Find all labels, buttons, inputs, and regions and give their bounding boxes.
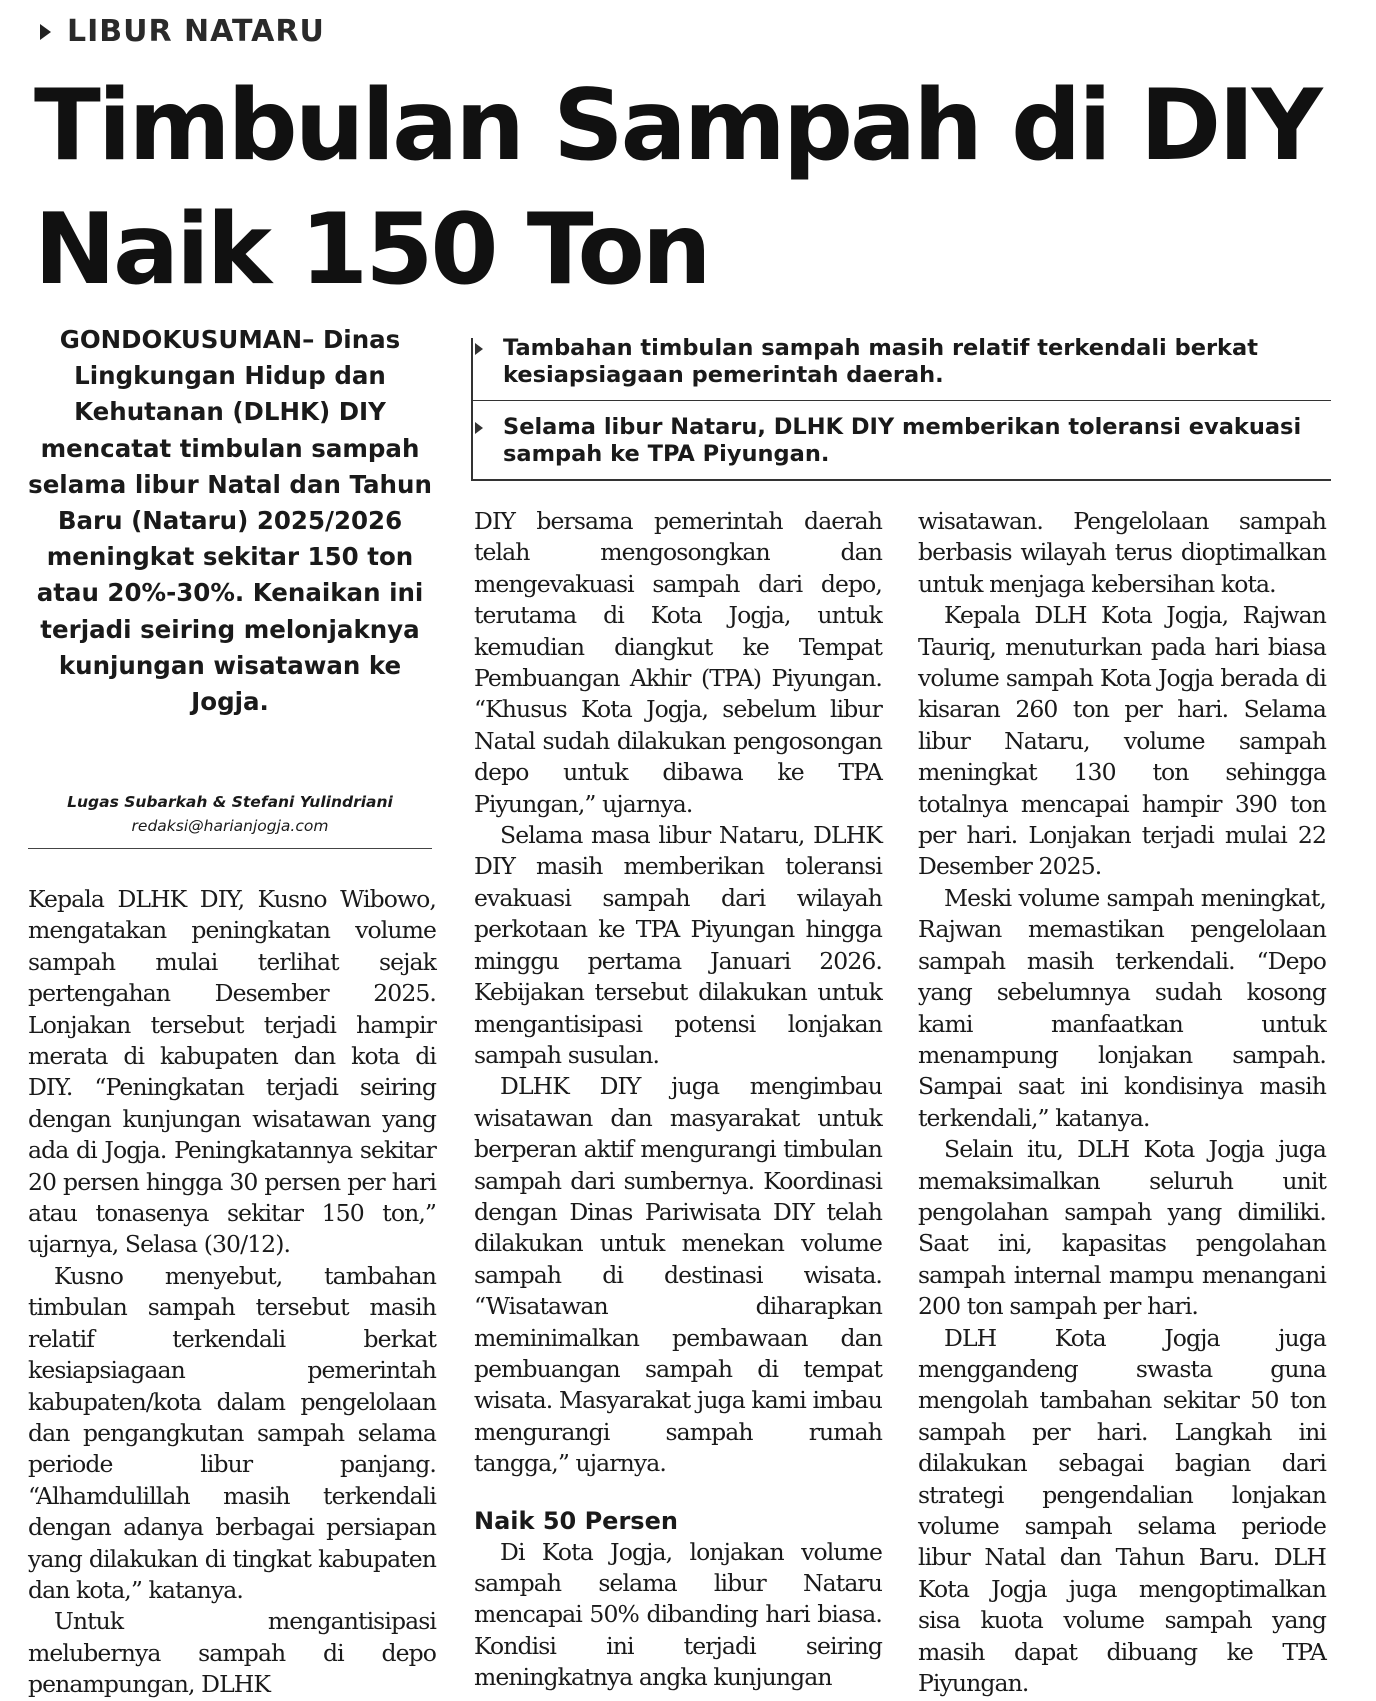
body-paragraph: Kepala DLH Kota Jogja, Rajwan Tauriq, menuturkan pada hari biasa volume sampah Kota Jogja berada di kisaran 260 ton per hari. Selama libur Nataru, volume sampah meningkat 130 ton sehingga totalnya mencapai hampir 390 ton per hari. Lonjakan terjadi mulai 22 Desember 2025. [918,601,1326,881]
body-paragraph: Di Kota Jogja, lonjakan volume sampah selama libur Nataru mencapai 50% dibanding hari biasa. Kondisi ini terjadi seiring meningkatnya angka kunjungan [474,1537,882,1692]
kicker-label: LIBUR NATARU [67,14,325,49]
headline-line-1: Timbulan Sampah di DIY [34,69,1320,183]
body-paragraph: Selama masa libur Nataru, DLHK DIY masih memberikan toleransi evakuasi sampah dari wilayah perkotaan ke TPA Piyungan hingga minggu pertama Januari 2026. Kebijakan tersebut dilakukan untuk mengantisipasi potensi lonjakan sampah susulan. [474,821,882,1069]
highlights-box [471,335,1331,481]
highlight-item [503,335,1303,389]
highlight-text: Tambahan timbulan sampah masih relatif terkendali berkat kesiapsiagaan pemerintah daerah. [503,335,1258,388]
body-paragraph: DLHK DIY juga mengimbau wisatawan dan masyarakat untuk berperan aktif mengurangi timbulan sampah dari sumbernya. Koordinasi dengan Dinas Pariwisata DIY telah dilakukan untuk menekan volume sampah di destinasi wisata. “Wisatawan diharapkan meminimalkan pembawaan dan pembuangan sampah di tempat wisata. Masyarakat juga kami imbau mengurangi sampah rumah tangga,” ujarnya. [474,1072,882,1478]
body-paragraph: Meski volume sampah meningkat, Rajwan memastikan pengelolaan sampah masih terkendali. “Depo yang sebelumnya sudah kosong kami manfaatkan untuk menampung lonjakan sampah. Sampai saat ini kondisinya masih terkendali,” katanya. [918,883,1326,1132]
body-paragraph: DLH Kota Jogja juga menggandeng swasta guna mengolah tambahan sekitar 50 ton sampah per hari. Langkah ini dilakukan sebagai bagian dari strategi pengendalian lonjakan volume sampah selama periode libur Natal dan Tahun Baru. DLH Kota Jogja juga mengoptimalkan sisa kuota volume sampah yang masih dapat dibuang ke TPA Piyungan. [918,1323,1326,1698]
triangle-bullet-icon [40,24,51,40]
highlight-text: Selama libur Nataru, DLHK DIY memberikan toleransi evakuasi sampah ke TPA Piyungan. [503,414,1302,467]
triangle-bullet-icon [475,422,483,434]
body-paragraph: wisatawan. Pengelolaan sampah berbasis wilayah terus dioptimalkan untuk menjaga kebersihan kota. [918,507,1326,598]
body-column-1 [28,884,436,1701]
headline-line-2: Naik 150 Ton [34,193,709,307]
triangle-bullet-icon [475,343,483,355]
byline-email: redaksi@harianjogja.com [131,817,329,835]
byline-authors: Lugas Subarkah & Stefani Yulindriani [67,793,393,811]
section-kicker [40,14,325,49]
section-subheading: Naik 50 Persen [474,1506,678,1535]
highlight-item [503,414,1303,468]
body-column-2 [474,506,882,1694]
body-paragraph: Kepala DLHK DIY, Kusno Wibowo, mengatakan peningkatan volume sampah mulai terlihat sejak pertengahan Desember 2025. Lonjakan tersebut terjadi hampir merata di kabupaten dan kota di DIY. “Peningkatan terjadi seiring dengan kunjungan wisatawan yang ada di Jogja. Peningkatannya sekitar 20 persen hingga 30 persen per hari atau tonasenya sekitar 150 ton,” ujarnya, Selasa (30/12). [28,885,436,1259]
body-paragraph: Untuk mengantisipasi melubernya sampah di depo penampungan, DLHK [28,1607,436,1699]
highlight-divider [473,400,1331,401]
headline [34,64,1334,312]
body-column-3 [918,506,1326,1699]
body-paragraph: Selain itu, DLH Kota Jogja juga memaksimalkan seluruh unit pengolahan sampah yang dimiliki. Saat ini, kapasitas pengolahan sampah internal mampu menangani 200 ton sampah per hari. [918,1135,1326,1321]
body-paragraph: DIY bersama pemerintah daerah telah mengosongkan dan mengevakuasi sampah dari depo, terutama di Kota Jogja, untuk kemudian diangkut ke Tempat Pembuangan Akhir (TPA) Piyungan. “Khusus Kota Jogja, sebelum libur Natal sudah dilakukan pengosongan depo untuk dibawa ke TPA Piyungan,” ujarnya. [474,507,882,818]
byline-divider [28,848,432,849]
byline [28,790,432,838]
body-paragraph: Kusno menyebut, tambahan timbulan sampah tersebut masih relatif terkendali berkat kesiapsiagaan pemerintah kabupaten/kota dalam pengelolaan dan pengangkutan sampah selama periode libur panjang. “Alhamdulillah masih terkendali dengan adanya berbagai persiapan yang dilakukan di tingkat kabupaten dan kota,” katanya. [28,1261,436,1604]
lead-paragraph: GONDOKUSUMAN– Dinas Lingkungan Hidup dan Kehutanan (DLHK) DIY mencatat timbulan sampah selama libur Natal dan Tahun Baru (Nataru) 2025/2026 meningkat sekitar 150 ton atau 20%-30%. Kenaikan ini terjadi seiring melonjaknya kunjungan wisatawan ke Jogja. [28,325,432,717]
